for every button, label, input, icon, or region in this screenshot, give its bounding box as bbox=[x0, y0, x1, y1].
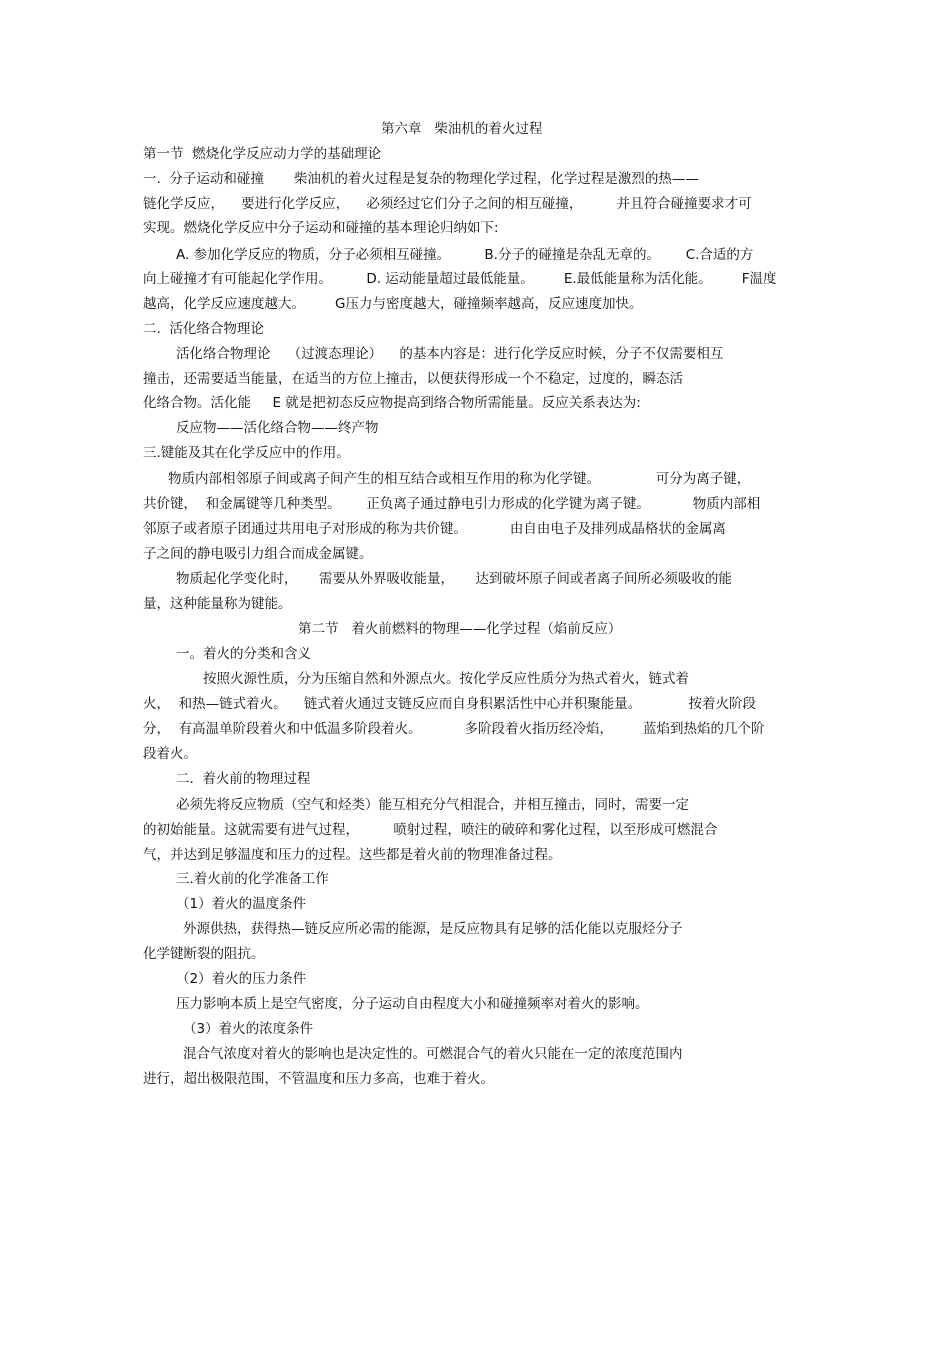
paragraph-line: 物质起化学变化时， 需要从外界吸收能量， 达到破坏原子间或者离子间所必须吸收的能 bbox=[176, 571, 732, 587]
paragraph-line: 活化络合物理论 （过渡态理论） 的基本内容是：进行化学反应时候，分子不仅需要相互 bbox=[176, 346, 724, 362]
paragraph-line: 火， 和热—链式着火。 链式着火通过支链反应而自身积累活性中心并积聚能量。 按着火阶段 bbox=[143, 696, 756, 712]
paragraph-line: 化络合物。活化能 E 就是把初态反应物提高到络合物所需能量。反应关系表达为: bbox=[143, 395, 641, 411]
subheading: 一。着火的分类和含义 bbox=[176, 646, 311, 662]
paragraph-line: 向上碰撞才有可能起化学作用。 D. 运动能量超过最低能量。 E.最低能量称为活化能。 F温度 bbox=[143, 271, 777, 287]
paragraph-line: 共价键， 和金属键等几种类型。 正负离子通过静电引力形成的化学键为离子键。 物质内部相 bbox=[143, 496, 761, 512]
paragraph-line: 一. 分子运动和碰撞 柴油机的着火过程是复杂的物理化学过程，化学过程是激烈的热—— bbox=[143, 171, 699, 187]
paragraph-line: 混合气浓度对着火的影响也是决定性的。可燃混合气的着火只能在一定的浓度范围内 bbox=[183, 1046, 683, 1062]
subheading: （2）着火的压力条件 bbox=[176, 971, 307, 987]
paragraph-line: 化学键断裂的阻抗。 bbox=[143, 946, 265, 962]
paragraph-line: 量，这种能量称为键能。 bbox=[143, 596, 292, 612]
subheading: 三.着火前的化学准备工作 bbox=[176, 871, 329, 887]
subheading: 三.键能及其在化学反应中的作用。 bbox=[143, 445, 350, 461]
paragraph-line: 必须先将反应物质（空气和烃类）能互相充分气相混合，并相互撞击，同时，需要一定 bbox=[176, 797, 689, 813]
formula-line: 反应物——活化络合物——终产物 bbox=[176, 420, 379, 436]
paragraph-line: A. 参加化学反应的物质，分子必须相互碰撞。 B.分子的碰撞是杂乱无章的。 C.合适的方 bbox=[176, 247, 754, 263]
subheading: （1）着火的温度条件 bbox=[176, 896, 307, 912]
paragraph-line: 物质内部相邻原子间或离子间产生的相互结合或相互作用的称为化学键。 可分为离子键， bbox=[168, 471, 751, 487]
subheading: 二. 活化络合物理论 bbox=[143, 321, 264, 337]
section2-heading: 第二节 着火前燃料的物理——化学过程（焰前反应） bbox=[298, 621, 622, 637]
paragraph-line: 的初始能量。这就需要有进气过程， 喷射过程，喷注的破碎和雾化过程，以至形成可燃混合 bbox=[143, 822, 718, 838]
paragraph-line: 外源供热，获得热—链反应所必需的能源，是反应物具有足够的活化能以克服烃分子 bbox=[183, 921, 683, 937]
paragraph-line: 气，并达到足够温度和压力的过程。这些都是着火前的物理准备过程。 bbox=[143, 847, 562, 863]
paragraph-line: 分， 有高温单阶段着火和中低温多阶段着火。 多阶段着火指历经冷焰， 蓝焰到热焰的几个阶 bbox=[143, 721, 765, 737]
paragraph-line: 实现。燃烧化学反应中分子运动和碰撞的基本理论归纳如下: bbox=[143, 220, 499, 236]
paragraph-line: 链化学反应， 要进行化学反应， 必须经过它们分子之间的相互碰撞， 并且符合碰撞要求才可 bbox=[143, 196, 752, 212]
chapter-title: 第六章 柴油机的着火过程 bbox=[381, 121, 543, 137]
paragraph-line: 进行，超出极限范围，不管温度和压力多高，也难于着火。 bbox=[143, 1071, 494, 1087]
paragraph-line: 段着火。 bbox=[143, 746, 197, 762]
paragraph-line: 撞击，还需要适当能量，在适当的方位上撞击，以便获得形成一个不稳定，过度的，瞬态活 bbox=[143, 371, 683, 387]
paragraph-line: 压力影响本质上是空气密度，分子运动自由程度大小和碰撞频率对着火的影响。 bbox=[176, 996, 649, 1012]
paragraph-line: 按照火源性质，分为压缩自然和外源点火。按化学反应性质分为热式着火，链式着 bbox=[203, 671, 689, 687]
section1-heading: 第一节 燃烧化学反应动力学的基础理论 bbox=[143, 146, 382, 162]
paragraph-line: 越高，化学反应速度越大。 G压力与密度越大，碰撞频率越高，反应速度加快。 bbox=[143, 296, 643, 312]
subheading: 二. 着火前的物理过程 bbox=[176, 771, 311, 787]
paragraph-line: 子之间的静电吸引力组合而成金属键。 bbox=[143, 546, 373, 562]
paragraph-line: 邻原子或者原子团通过共用电子对形成的称为共价键。 由自由电子及排列成晶格状的金属离 bbox=[143, 521, 726, 537]
subheading: （3）着火的浓度条件 bbox=[183, 1021, 314, 1037]
